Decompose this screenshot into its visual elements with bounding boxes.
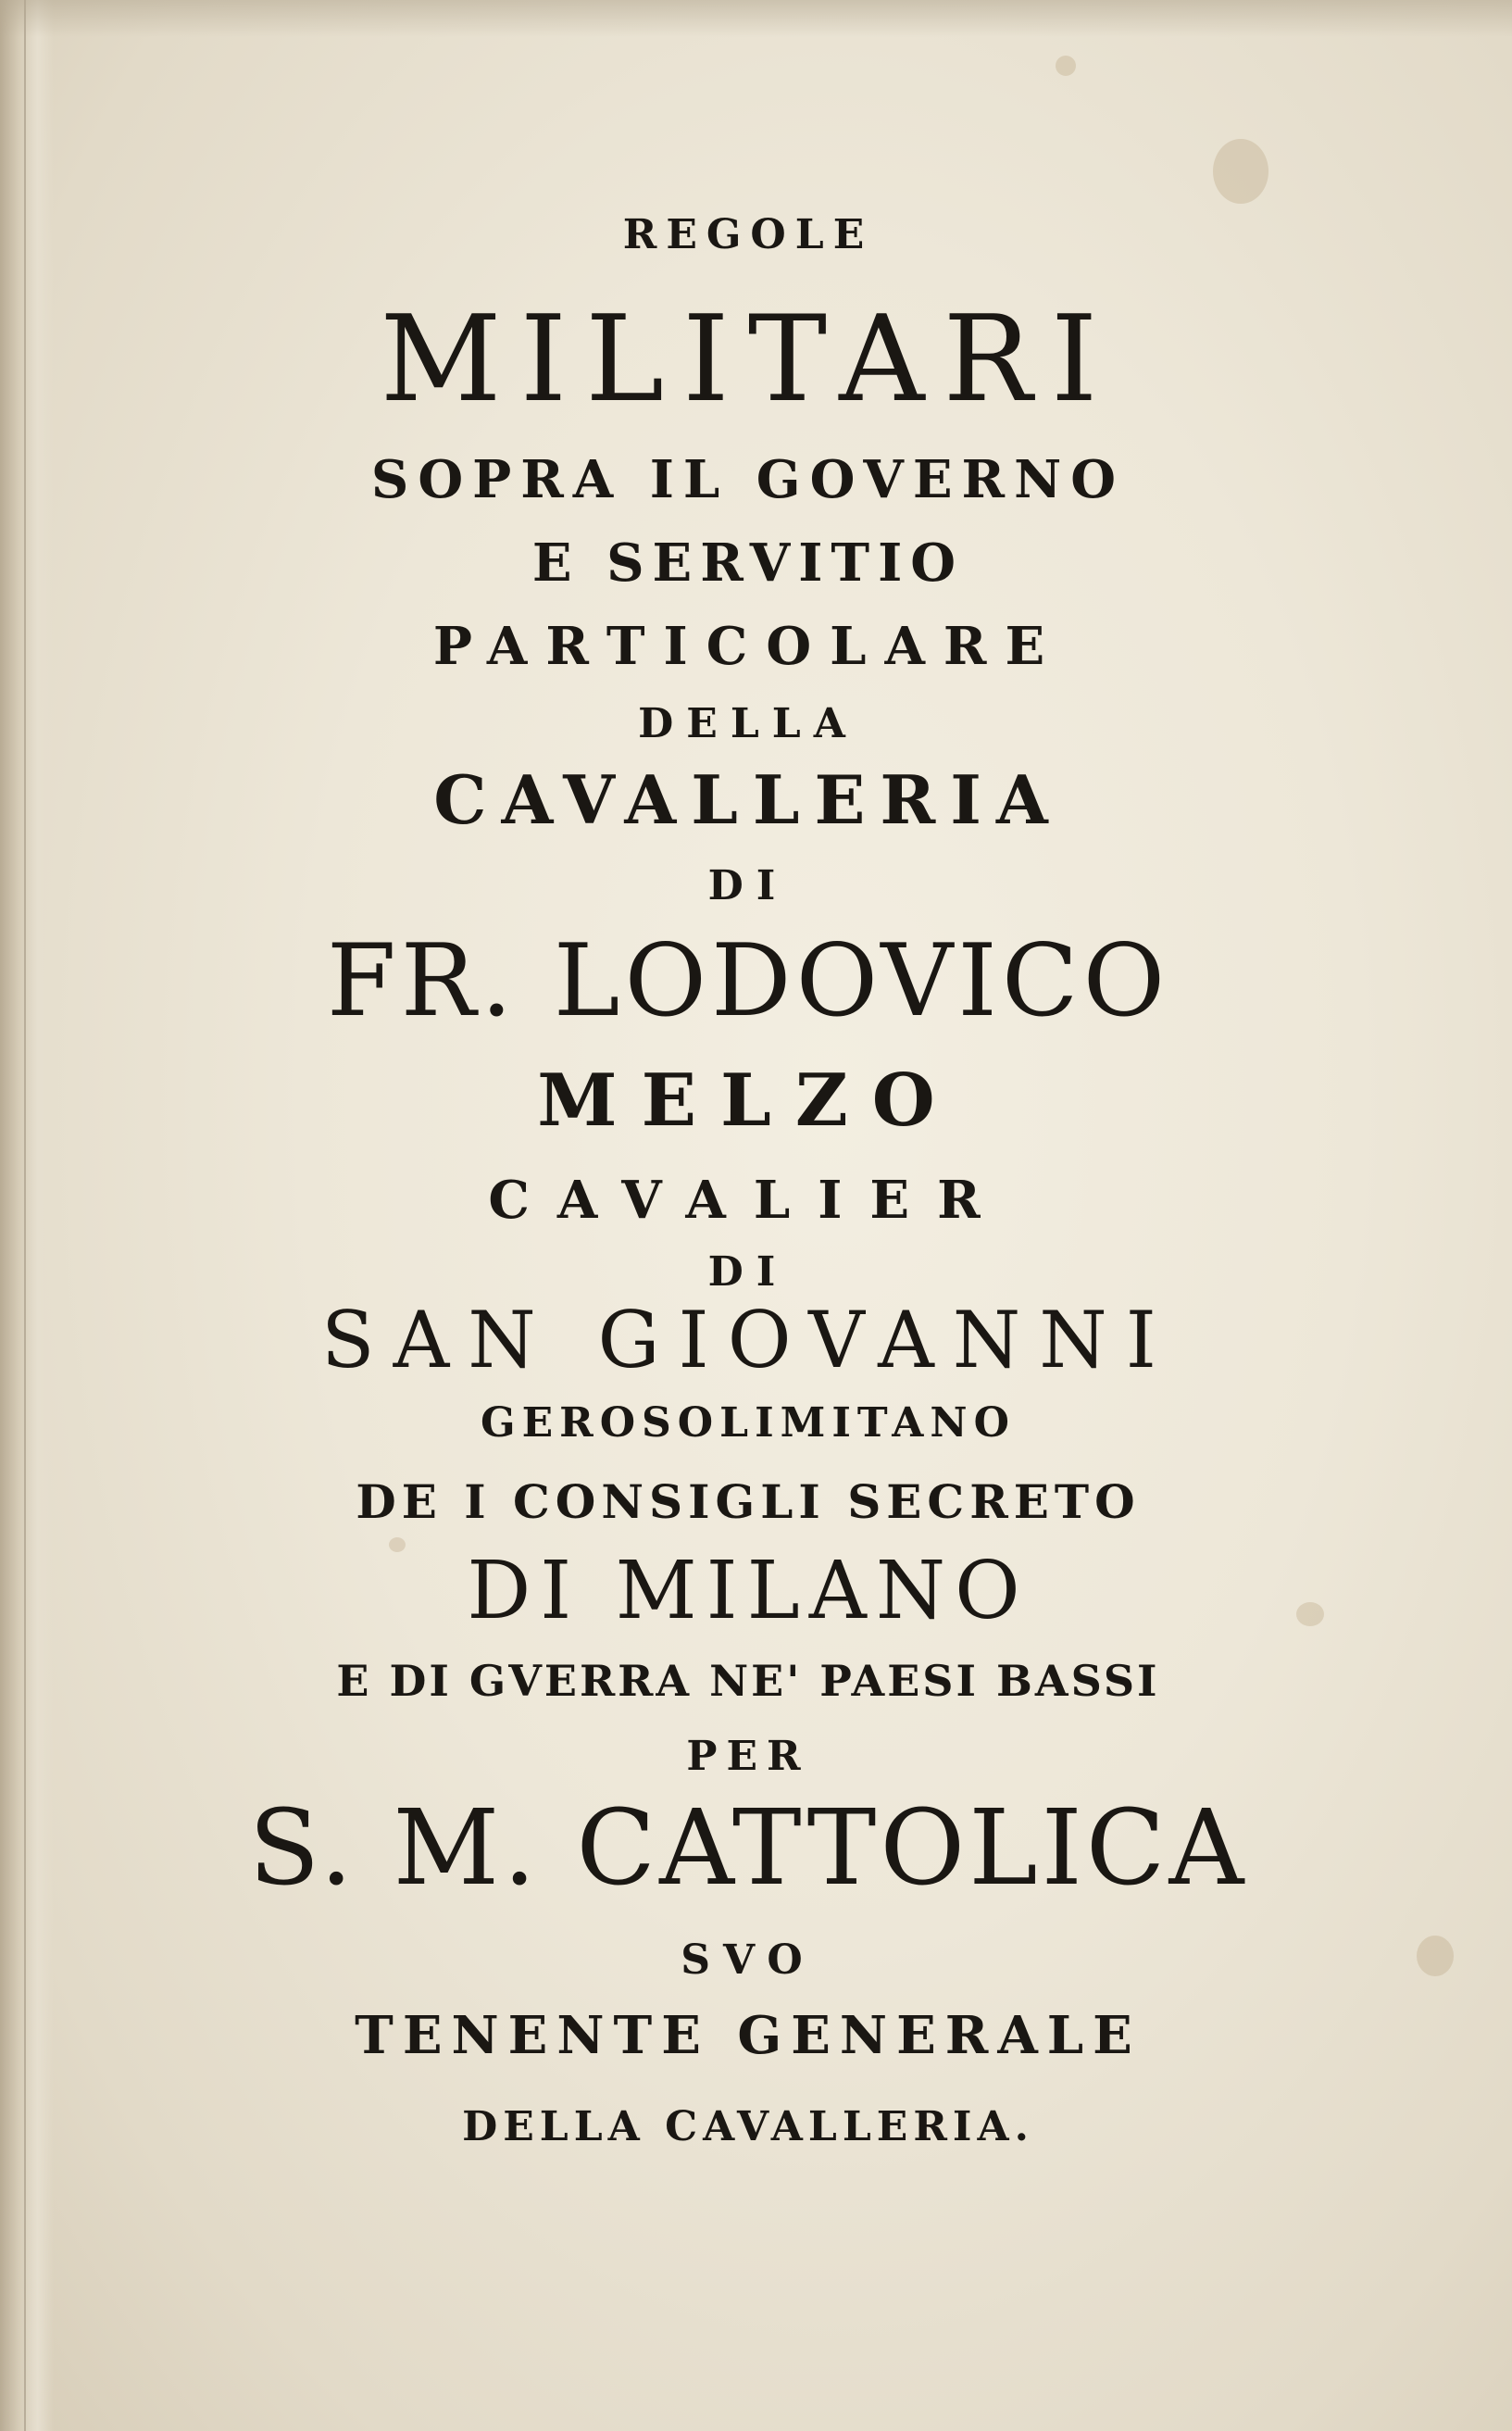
binding-edge	[24, 0, 26, 2431]
title-line-militari: MILITARI	[380, 291, 1117, 429]
title-line-suo: SVO	[681, 1936, 816, 1984]
title-line-per: PER	[686, 1733, 810, 1780]
title-line-e-servitio: E SERVITIO	[531, 533, 965, 594]
title-line-melzo: MELZO	[537, 1059, 959, 1143]
title-line-cavalier: CAVALIER	[488, 1170, 1008, 1231]
title-line-de-i-consigli-secreto: DE I CONSIGLI SECRETO	[356, 1474, 1141, 1529]
title-line-san-giovanni: SAN GIOVANNI	[321, 1295, 1175, 1385]
title-line-di-milano: DI MILANO	[467, 1545, 1030, 1637]
title-line-fr-lodovico: FR. LODOVICO	[326, 923, 1170, 1039]
title-line-della-cavalleria: DELLA CAVALLERIA.	[462, 2103, 1034, 2150]
title-line-s-m-cattolica: S. M. CATTOLICA	[248, 1788, 1248, 1909]
title-line-regole: REGOLE	[622, 211, 874, 258]
title-line-di-2: DI	[707, 1248, 789, 1296]
title-line-cavalleria: CAVALLERIA	[433, 760, 1063, 839]
title-line-tenente-generale: TENENTE GENERALE	[355, 2005, 1142, 2066]
title-line-particolare: PARTICOLARE	[432, 616, 1064, 677]
page-gutter	[0, 0, 54, 2431]
title-line-sopra-il-governo: SOPRA IL GOVERNO	[370, 449, 1126, 510]
title-line-di: DI	[707, 862, 789, 909]
title-page-text	[54, 0, 1443, 2431]
title-line-della: DELLA	[638, 700, 858, 747]
title-line-gerosolimitano: GEROSOLIMITANO	[481, 1399, 1016, 1447]
title-line-e-di-guerra: E DI GVERRA NE' PAESI BASSI	[336, 1656, 1160, 1706]
